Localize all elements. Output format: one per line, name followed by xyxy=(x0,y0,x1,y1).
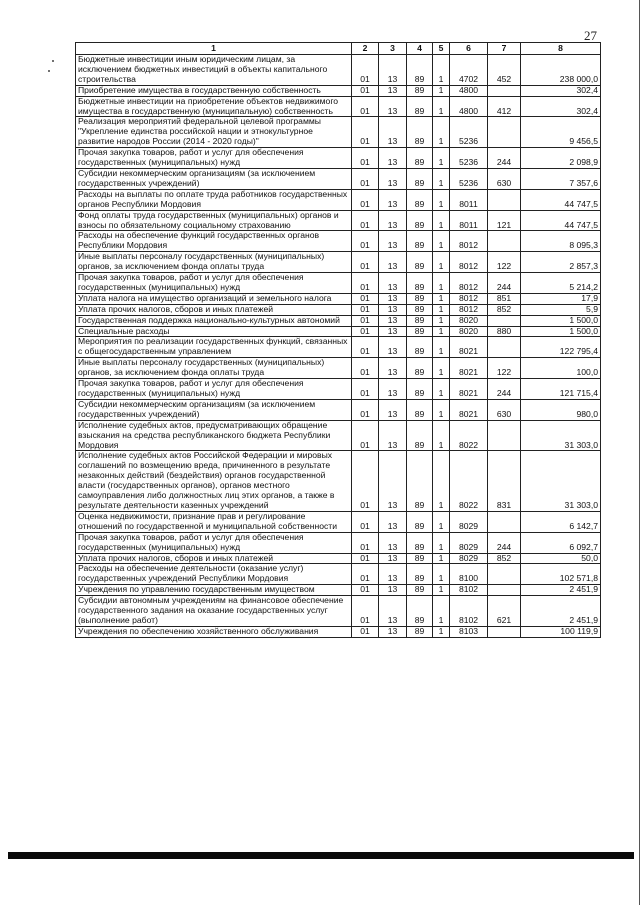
subsection-code: 13 xyxy=(379,585,407,596)
subsection-code: 13 xyxy=(379,231,407,252)
section-code: 01 xyxy=(352,304,379,315)
expense-type-code: 630 xyxy=(488,168,521,189)
expense-type-code xyxy=(488,85,521,96)
expense-type-code: 121 xyxy=(488,210,521,231)
expense-type-code: 122 xyxy=(488,358,521,379)
table-row xyxy=(76,210,601,231)
amount: 2 098,9 xyxy=(521,148,601,169)
header-col-4: 4 xyxy=(407,43,433,55)
amount: 5 214,2 xyxy=(521,273,601,294)
program-code: 89 xyxy=(407,626,433,637)
article-code: 8012 xyxy=(450,293,488,304)
table-row xyxy=(76,564,601,585)
article-code: 8102 xyxy=(450,596,488,627)
section-code: 01 xyxy=(352,511,379,532)
expense-type-code: 851 xyxy=(488,293,521,304)
table-row xyxy=(76,358,601,379)
table-row xyxy=(76,315,601,326)
row-name: Субсидии некоммерческим организациям (за исключением государственных учреждений) xyxy=(76,399,352,420)
program-code: 89 xyxy=(407,96,433,117)
table-row xyxy=(76,189,601,210)
program-code: 89 xyxy=(407,420,433,451)
amount: 980,0 xyxy=(521,399,601,420)
program-code: 89 xyxy=(407,451,433,511)
scan-artifact-dot xyxy=(52,60,54,62)
expense-type-code: 122 xyxy=(488,252,521,273)
subsection-code: 13 xyxy=(379,337,407,358)
row-name: Реализация мероприятий федеральной целевой программы "Укрепление единства российской нации и этнокультурное развитие народов России (2014 - 2020 годы)" xyxy=(76,117,352,148)
amount: 7 357,6 xyxy=(521,168,601,189)
section-code: 01 xyxy=(352,148,379,169)
article-code: 8012 xyxy=(450,273,488,294)
row-name: Субсидии автономным учреждениям на финансовое обеспечение государственного задания на оказание государственных услуг (выполнение работ) xyxy=(76,596,352,627)
table-body xyxy=(76,55,601,638)
subprogram-code: 1 xyxy=(433,564,450,585)
section-code: 01 xyxy=(352,626,379,637)
section-code: 01 xyxy=(352,358,379,379)
article-code: 5236 xyxy=(450,117,488,148)
subprogram-code: 1 xyxy=(433,379,450,400)
section-code: 01 xyxy=(352,315,379,326)
section-code: 01 xyxy=(352,231,379,252)
row-name: Иные выплаты персоналу государственных (муниципальных) органов, за исключением фонда оплаты труда xyxy=(76,252,352,273)
table-row xyxy=(76,379,601,400)
expense-type-code xyxy=(488,337,521,358)
subprogram-code: 1 xyxy=(433,96,450,117)
expense-type-code xyxy=(488,231,521,252)
subsection-code: 13 xyxy=(379,358,407,379)
subsection-code: 13 xyxy=(379,326,407,337)
subprogram-code: 1 xyxy=(433,273,450,294)
expense-type-code xyxy=(488,315,521,326)
table-row xyxy=(76,293,601,304)
row-name: Исполнение судебных актов, предусматривающих обращение взыскания на средства республиканского бюджета Республики Мордовия xyxy=(76,420,352,451)
subsection-code: 13 xyxy=(379,85,407,96)
article-code: 4800 xyxy=(450,85,488,96)
row-name: Расходы на обеспечение деятельности (оказание услуг) государственных учреждений Республики Мордовия xyxy=(76,564,352,585)
article-code: 8022 xyxy=(450,451,488,511)
amount: 100 119,9 xyxy=(521,626,601,637)
program-code: 89 xyxy=(407,85,433,96)
expense-type-code: 452 xyxy=(488,55,521,86)
subsection-code: 13 xyxy=(379,564,407,585)
row-name: Оценка недвижимости, признание прав и регулирование отношений по государственной и муниципальной собственности xyxy=(76,511,352,532)
expense-type-code: 831 xyxy=(488,451,521,511)
table-row xyxy=(76,326,601,337)
article-code: 8021 xyxy=(450,399,488,420)
article-code: 8021 xyxy=(450,337,488,358)
header-col-1: 1 xyxy=(76,43,352,55)
section-code: 01 xyxy=(352,532,379,553)
subprogram-code: 1 xyxy=(433,532,450,553)
table-row xyxy=(76,231,601,252)
row-name: Уплата прочих налогов, сборов и иных платежей xyxy=(76,304,352,315)
expense-type-code: 852 xyxy=(488,553,521,564)
budget-table xyxy=(75,42,601,638)
subsection-code: 13 xyxy=(379,293,407,304)
row-name: Субсидии некоммерческим организациям (за исключением государственных учреждений) xyxy=(76,168,352,189)
expense-type-code xyxy=(488,420,521,451)
program-code: 89 xyxy=(407,304,433,315)
amount: 238 000,0 xyxy=(521,55,601,86)
subsection-code: 13 xyxy=(379,168,407,189)
article-code: 8011 xyxy=(450,210,488,231)
row-name: Мероприятия по реализации государственных функций, связанных с общегосударственным управлением xyxy=(76,337,352,358)
amount: 2 451,9 xyxy=(521,585,601,596)
row-name: Уплата налога на имущество организаций и земельного налога xyxy=(76,293,352,304)
header-col-6: 6 xyxy=(450,43,488,55)
table-row xyxy=(76,252,601,273)
row-name: Бюджетные инвестиции иным юридическим лицам, за исключением бюджетных инвестиций в объекты капитального строительства xyxy=(76,55,352,86)
table-row xyxy=(76,553,601,564)
expense-type-code xyxy=(488,117,521,148)
article-code: 8012 xyxy=(450,304,488,315)
article-code: 8103 xyxy=(450,626,488,637)
subprogram-code: 1 xyxy=(433,420,450,451)
program-code: 89 xyxy=(407,293,433,304)
row-name: Прочая закупка товаров, работ и услуг для обеспечения государственных (муниципальных) нужд xyxy=(76,379,352,400)
expense-type-code: 880 xyxy=(488,326,521,337)
amount: 1 500,0 xyxy=(521,315,601,326)
subprogram-code: 1 xyxy=(433,117,450,148)
subprogram-code: 1 xyxy=(433,189,450,210)
article-code: 8021 xyxy=(450,358,488,379)
subprogram-code: 1 xyxy=(433,596,450,627)
section-code: 01 xyxy=(352,451,379,511)
subprogram-code: 1 xyxy=(433,55,450,86)
expense-type-code: 244 xyxy=(488,148,521,169)
section-code: 01 xyxy=(352,326,379,337)
article-code: 8029 xyxy=(450,532,488,553)
expense-type-code xyxy=(488,626,521,637)
expense-type-code: 244 xyxy=(488,273,521,294)
amount: 44 747,5 xyxy=(521,210,601,231)
amount: 302,4 xyxy=(521,85,601,96)
subsection-code: 13 xyxy=(379,399,407,420)
subprogram-code: 1 xyxy=(433,553,450,564)
expense-type-code: 852 xyxy=(488,304,521,315)
subsection-code: 13 xyxy=(379,189,407,210)
program-code: 89 xyxy=(407,148,433,169)
article-code: 8022 xyxy=(450,420,488,451)
subsection-code: 13 xyxy=(379,252,407,273)
amount: 2 451,9 xyxy=(521,596,601,627)
section-code: 01 xyxy=(352,596,379,627)
subsection-code: 13 xyxy=(379,511,407,532)
subprogram-code: 1 xyxy=(433,85,450,96)
section-code: 01 xyxy=(352,337,379,358)
subsection-code: 13 xyxy=(379,210,407,231)
section-code: 01 xyxy=(352,252,379,273)
subsection-code: 13 xyxy=(379,55,407,86)
row-name: Исполнение судебных актов Российской Федерации и мировых соглашений по возмещению вреда, причиненного в результате незаконных действий (бездействия) органов государственной власти (государственных органов), органов местного самоуправления либо должностных лиц этих органов, а также в результате деятельности казенных учреждений xyxy=(76,451,352,511)
section-code: 01 xyxy=(352,96,379,117)
subsection-code: 13 xyxy=(379,117,407,148)
table-row xyxy=(76,399,601,420)
table-row xyxy=(76,148,601,169)
article-code: 4702 xyxy=(450,55,488,86)
section-code: 01 xyxy=(352,117,379,148)
expense-type-code xyxy=(488,564,521,585)
program-code: 89 xyxy=(407,55,433,86)
amount: 100,0 xyxy=(521,358,601,379)
row-name: Специальные расходы xyxy=(76,326,352,337)
subprogram-code: 1 xyxy=(433,358,450,379)
amount: 6 142,7 xyxy=(521,511,601,532)
section-code: 01 xyxy=(352,553,379,564)
header-col-2: 2 xyxy=(352,43,379,55)
program-code: 89 xyxy=(407,337,433,358)
section-code: 01 xyxy=(352,585,379,596)
table-row xyxy=(76,168,601,189)
article-code: 8029 xyxy=(450,511,488,532)
header-col-7: 7 xyxy=(488,43,521,55)
section-code: 01 xyxy=(352,273,379,294)
program-code: 89 xyxy=(407,511,433,532)
subprogram-code: 1 xyxy=(433,451,450,511)
amount: 302,4 xyxy=(521,96,601,117)
table-row xyxy=(76,337,601,358)
subprogram-code: 1 xyxy=(433,168,450,189)
subprogram-code: 1 xyxy=(433,210,450,231)
subprogram-code: 1 xyxy=(433,399,450,420)
program-code: 89 xyxy=(407,585,433,596)
amount: 17,9 xyxy=(521,293,601,304)
subprogram-code: 1 xyxy=(433,585,450,596)
subsection-code: 13 xyxy=(379,451,407,511)
row-name: Иные выплаты персоналу государственных (муниципальных) органов, за исключением фонда оплаты труда xyxy=(76,358,352,379)
table-row xyxy=(76,304,601,315)
amount: 5,9 xyxy=(521,304,601,315)
program-code: 89 xyxy=(407,117,433,148)
subprogram-code: 1 xyxy=(433,231,450,252)
expense-type-code xyxy=(488,511,521,532)
article-code: 8020 xyxy=(450,326,488,337)
header-col-5: 5 xyxy=(433,43,450,55)
expense-type-code: 621 xyxy=(488,596,521,627)
expense-type-code: 412 xyxy=(488,96,521,117)
scan-artifact-dot xyxy=(48,70,50,72)
program-code: 89 xyxy=(407,399,433,420)
subsection-code: 13 xyxy=(379,553,407,564)
program-code: 89 xyxy=(407,252,433,273)
table-row xyxy=(76,273,601,294)
amount: 121 715,4 xyxy=(521,379,601,400)
article-code: 8029 xyxy=(450,553,488,564)
amount: 50,0 xyxy=(521,553,601,564)
scan-bottom-bar xyxy=(8,852,634,859)
section-code: 01 xyxy=(352,420,379,451)
row-name: Учреждения по управлению государственным имуществом xyxy=(76,585,352,596)
subprogram-code: 1 xyxy=(433,511,450,532)
amount: 8 095,3 xyxy=(521,231,601,252)
table-row xyxy=(76,96,601,117)
subsection-code: 13 xyxy=(379,626,407,637)
article-code: 8100 xyxy=(450,564,488,585)
subprogram-code: 1 xyxy=(433,293,450,304)
article-code: 8012 xyxy=(450,231,488,252)
program-code: 89 xyxy=(407,596,433,627)
program-code: 89 xyxy=(407,273,433,294)
program-code: 89 xyxy=(407,326,433,337)
subsection-code: 13 xyxy=(379,148,407,169)
amount: 6 092,7 xyxy=(521,532,601,553)
subprogram-code: 1 xyxy=(433,252,450,273)
amount: 1 500,0 xyxy=(521,326,601,337)
program-code: 89 xyxy=(407,564,433,585)
section-code: 01 xyxy=(352,168,379,189)
subprogram-code: 1 xyxy=(433,148,450,169)
amount: 122 795,4 xyxy=(521,337,601,358)
program-code: 89 xyxy=(407,553,433,564)
section-code: 01 xyxy=(352,210,379,231)
amount: 102 571,8 xyxy=(521,564,601,585)
section-code: 01 xyxy=(352,564,379,585)
section-code: 01 xyxy=(352,399,379,420)
section-code: 01 xyxy=(352,379,379,400)
subsection-code: 13 xyxy=(379,532,407,553)
table-row xyxy=(76,85,601,96)
article-code: 8020 xyxy=(450,315,488,326)
program-code: 89 xyxy=(407,210,433,231)
expense-type-code: 244 xyxy=(488,379,521,400)
amount: 44 747,5 xyxy=(521,189,601,210)
expense-type-code: 244 xyxy=(488,532,521,553)
table-row xyxy=(76,511,601,532)
article-code: 8021 xyxy=(450,379,488,400)
row-name: Фонд оплаты труда государственных (муниципальных) органов и взносы по обязательному социальному страхованию xyxy=(76,210,352,231)
expense-type-code: 630 xyxy=(488,399,521,420)
section-code: 01 xyxy=(352,85,379,96)
row-name: Уплата прочих налогов, сборов и иных платежей xyxy=(76,553,352,564)
article-code: 5236 xyxy=(450,148,488,169)
program-code: 89 xyxy=(407,532,433,553)
program-code: 89 xyxy=(407,231,433,252)
expense-type-code xyxy=(488,189,521,210)
expense-type-code xyxy=(488,585,521,596)
subsection-code: 13 xyxy=(379,315,407,326)
table-row xyxy=(76,55,601,86)
subsection-code: 13 xyxy=(379,379,407,400)
subprogram-code: 1 xyxy=(433,626,450,637)
article-code: 4800 xyxy=(450,96,488,117)
program-code: 89 xyxy=(407,189,433,210)
row-name: Прочая закупка товаров, работ и услуг для обеспечения государственных (муниципальных) нужд xyxy=(76,532,352,553)
subsection-code: 13 xyxy=(379,273,407,294)
section-code: 01 xyxy=(352,55,379,86)
subsection-code: 13 xyxy=(379,304,407,315)
table-header xyxy=(76,43,601,55)
row-name: Приобретение имущества в государственную собственность xyxy=(76,85,352,96)
row-name: Учреждения по обеспечению хозяйственного обслуживания xyxy=(76,626,352,637)
subprogram-code: 1 xyxy=(433,304,450,315)
header-col-3: 3 xyxy=(379,43,407,55)
row-name: Прочая закупка товаров, работ и услуг для обеспечения государственных (муниципальных) нужд xyxy=(76,148,352,169)
amount: 9 456,5 xyxy=(521,117,601,148)
program-code: 89 xyxy=(407,168,433,189)
subprogram-code: 1 xyxy=(433,337,450,358)
section-code: 01 xyxy=(352,293,379,304)
subsection-code: 13 xyxy=(379,420,407,451)
row-name: Бюджетные инвестиции на приобретение объектов недвижимого имущества в государственную (муниципальную) собственность xyxy=(76,96,352,117)
header-row xyxy=(76,43,601,55)
subsection-code: 13 xyxy=(379,96,407,117)
program-code: 89 xyxy=(407,315,433,326)
article-code: 8012 xyxy=(450,252,488,273)
subprogram-code: 1 xyxy=(433,326,450,337)
row-name: Расходы на обеспечение функций государственных органов Республики Мордовия xyxy=(76,231,352,252)
header-col-8: 8 xyxy=(521,43,601,55)
subsection-code: 13 xyxy=(379,596,407,627)
article-code: 8011 xyxy=(450,189,488,210)
program-code: 89 xyxy=(407,358,433,379)
table-row xyxy=(76,585,601,596)
subprogram-code: 1 xyxy=(433,315,450,326)
table-row xyxy=(76,626,601,637)
table-row xyxy=(76,420,601,451)
table-row xyxy=(76,451,601,511)
table-row xyxy=(76,596,601,627)
table-row xyxy=(76,117,601,148)
row-name: Расходы на выплаты по оплате труда работников государственных органов Республики Мордовия xyxy=(76,189,352,210)
amount: 31 303,0 xyxy=(521,420,601,451)
article-code: 8102 xyxy=(450,585,488,596)
amount: 31 303,0 xyxy=(521,451,601,511)
article-code: 5236 xyxy=(450,168,488,189)
row-name: Прочая закупка товаров, работ и услуг для обеспечения государственных (муниципальных) нужд xyxy=(76,273,352,294)
table-row xyxy=(76,532,601,553)
row-name: Государственная поддержка национально-культурных автономий xyxy=(76,315,352,326)
section-code: 01 xyxy=(352,189,379,210)
program-code: 89 xyxy=(407,379,433,400)
amount: 2 857,3 xyxy=(521,252,601,273)
page-number: 27 xyxy=(584,28,597,43)
